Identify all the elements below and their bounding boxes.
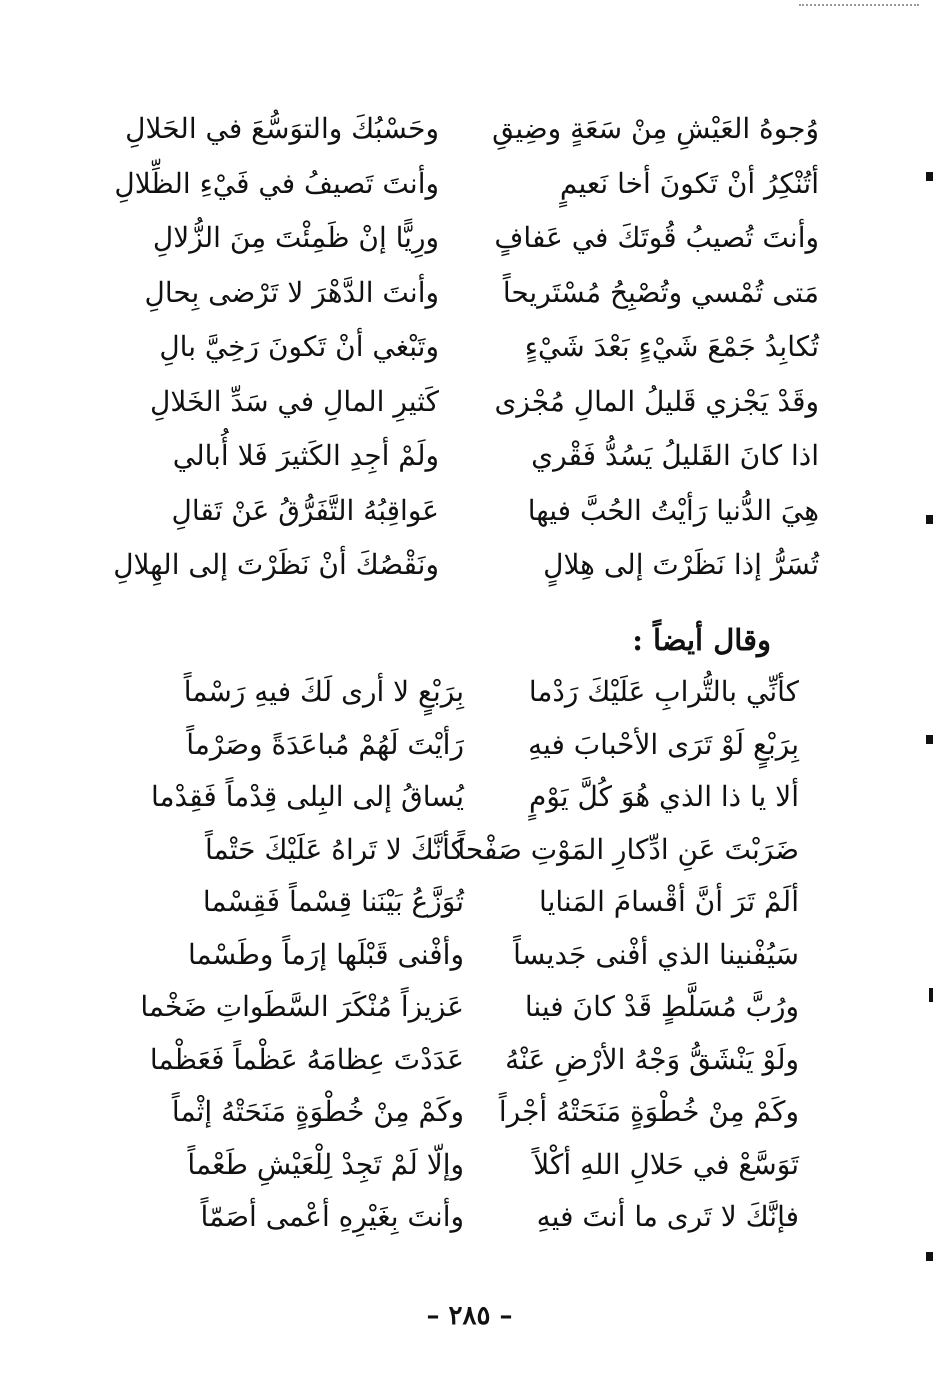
- verse-second-hemistich: وأفْنى قَبْلَها إرَماً وطَسْما: [187, 937, 464, 971]
- verse-second-hemistich: عَدَدْتَ عِظامَهُ عَظْماً فَعَظْما: [149, 1042, 464, 1076]
- verse-first-hemistich: تُكابِدُ جَمْعَ شَيْءٍ بَعْدَ شَيْءٍ: [524, 330, 819, 363]
- verse-line: [0, 1136, 939, 1194]
- verse-first-hemistich: مَتى تُمْسي وتُصْبِحُ مُسْتَريحاً: [502, 275, 819, 309]
- verse-first-hemistich: تُسَرُّ إذا نَظَرْتَ إلى هِلالٍ: [543, 548, 819, 581]
- verse-second-hemistich: كَثيرِ المالِ في سَدِّ الخَلالِ: [150, 384, 439, 418]
- margin-mark: [926, 735, 933, 744]
- verse-second-hemistich: رَأيْتَ لَهُمْ مُباعَدَةً وصَرْماً: [186, 727, 464, 761]
- verse-second-hemistich: ولَمْ أجِدِ الكَثيرَ فَلا أُبالي: [172, 439, 439, 472]
- margin-mark: [926, 515, 933, 524]
- verse-first-hemistich: أتُنْكِرُ أنْ تَكونَ أخا نَعيمٍ: [559, 166, 819, 200]
- verse-first-hemistich: وُجوهُ العَيْشِ مِنْ سَعَةٍ وضِيقِ: [492, 112, 819, 145]
- verse-line: [0, 1188, 939, 1246]
- verse-second-hemistich: وأنتَ الدَّهْرَ لا تَرْضى بِحالِ: [144, 275, 439, 309]
- verse-line: [0, 209, 939, 267]
- verse-line: [0, 768, 939, 826]
- verse-first-hemistich: ألا يا ذا الذي هُوَ كُلَّ يَوْمٍ: [528, 780, 799, 813]
- verse-line: [0, 978, 939, 1036]
- verse-first-hemistich: كأنِّي بالتُّرابِ عَلَيْكَ رَدْما: [528, 675, 799, 708]
- margin-mark: [926, 1252, 933, 1261]
- verse-second-hemistich: عَزيزاً مُنْكَرَ السَّطَواتِ ضَخْما: [140, 990, 464, 1023]
- page-number: – ٢٨٥ –: [426, 1301, 513, 1331]
- margin-mark: [929, 988, 933, 1002]
- verse-second-hemistich: وأنتَ بِغَيْرِهِ أعْمى أصَمّاً: [200, 1200, 464, 1233]
- verse-first-hemistich: تَوَسَّعْ في حَلالِ اللهِ أكْلاً: [533, 1147, 799, 1181]
- verse-line: [0, 1031, 939, 1089]
- verse-first-hemistich: ألَمْ تَرَ أنَّ أقْسامَ المَنايا: [539, 885, 799, 918]
- verse-line: [0, 373, 939, 431]
- verse-second-hemistich: ورِيًّا إنْ ظَمِئْتَ مِنَ الزُّلالِ: [152, 221, 439, 254]
- verse-second-hemistich: وكَمْ مِنْ خُطْوَةٍ مَنَحَتْهُ إثْماً: [171, 1095, 464, 1128]
- verse-line: [0, 264, 939, 322]
- verse-second-hemistich: وتَبْغي أنْ تَكونَ رَخِيَّ بالِ: [159, 330, 439, 363]
- verse-first-hemistich: ولَوْ يَنْشَقُّ وَجْهُ الأرْضِ عَنْهُ: [505, 1042, 799, 1076]
- verse-second-hemistich: ونَقْصُكَ أنْ نَظَرْتَ إلى الهِلالِ: [113, 548, 439, 581]
- verse-first-hemistich: هِيَ الدُّنيا رَأيْتُ الحُبَّ فيها: [527, 493, 819, 527]
- verse-line: [0, 873, 939, 931]
- margin-mark: [926, 172, 933, 181]
- verse-line: [0, 318, 939, 376]
- verse-second-hemistich: يُساقُ إلى البِلى قِدْماً فَقِدْما: [150, 780, 464, 813]
- verse-line: [0, 155, 939, 213]
- verse-second-hemistich: وإلّا لَمْ تَجِدْ لِلْعَيْشِ طَعْماً: [187, 1147, 464, 1181]
- verse-second-hemistich: بِرَبْعٍ لا أرى لَكَ فيهِ رَسْماً: [183, 675, 464, 708]
- verse-first-hemistich: وقَدْ يَجْزي قَليلُ المالِ مُجْزى: [494, 384, 819, 418]
- verse-second-hemistich: عَواقِبُهُ التَّفَرُّقُ عَنْ تَقالِ: [171, 493, 439, 527]
- section-heading: وقال أيضاً :: [632, 623, 771, 657]
- verse-first-hemistich: فإنَّكَ لا تَرى ما أنتَ فيهِ: [536, 1200, 799, 1233]
- verse-second-hemistich: وأنتَ تَصيفُ في فَيْءِ الظِّلالِ: [114, 166, 439, 200]
- verse-line: [0, 427, 939, 485]
- verse-first-hemistich: ضَرَبْتَ عَنِ ادِّكارِ المَوْتِ صَفْحاً: [457, 832, 799, 866]
- verse-first-hemistich: اذا كانَ القَليلُ يَسُدُّ فَقْري: [531, 439, 819, 472]
- verse-first-hemistich: وأنتَ تُصيبُ قُوتَكَ في عَفافٍ: [494, 221, 819, 254]
- verse-line: [0, 482, 939, 540]
- verse-line: [0, 926, 939, 984]
- verse-second-hemistich: تُوَزَّعُ بَيْنَنا قِسْماً فَقِسْما: [202, 885, 464, 918]
- verse-first-hemistich: وكَمْ مِنْ خُطْوَةٍ مَنَحَتْهُ أجْراً: [498, 1095, 799, 1128]
- verse-second-hemistich: كأنَّكَ لا تَراهُ عَلَيْكَ حَتْماً: [204, 832, 464, 866]
- scan-artifact-dots: [799, 4, 919, 9]
- verse-first-hemistich: سَيُفْنينا الذي أفْنى جَديساً: [513, 937, 799, 971]
- verse-second-hemistich: وحَسْبُكَ والتوَسُّعَ في الحَلالِ: [125, 112, 439, 145]
- verse-line: [0, 536, 939, 594]
- verse-line: [0, 663, 939, 721]
- verse-line: [0, 1083, 939, 1141]
- verse-line: [0, 716, 939, 774]
- verse-first-hemistich: بِرَبْعٍ لَوْ تَرَى الأحْبابَ فيهِ: [528, 727, 799, 761]
- verse-line: [0, 100, 939, 158]
- verse-line: [0, 821, 939, 879]
- verse-first-hemistich: ورُبَّ مُسَلَّطٍ قَدْ كانَ فينا: [524, 990, 799, 1023]
